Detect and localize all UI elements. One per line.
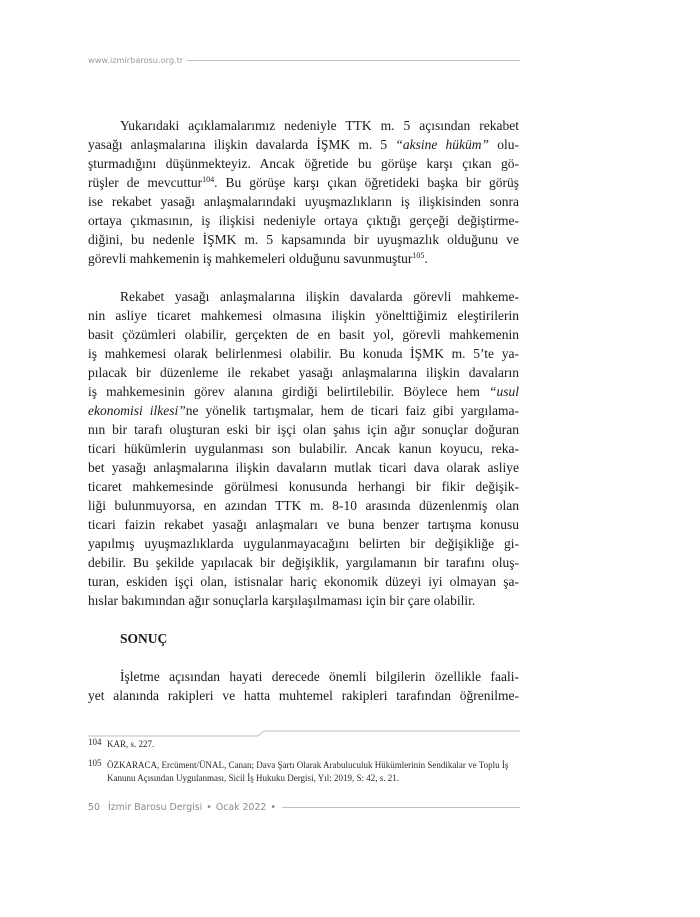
italic-aksine-hukum: “aksine hüküm” <box>395 137 490 152</box>
p1-line-2: yasağı anlaşmalarına ilişkin davalarda İŞMK m. 5 “aksine hüküm” olu- <box>88 137 519 152</box>
p2-line-8: nın bir tarafı oluşturan eski bir işçi olan şahıs için ağır sonuçlar doğuran <box>88 422 519 437</box>
p2-line-4: iş mahkemesi olarak belirlenmesi olabilir. Bu konuda İŞMK m. 5’te ya- <box>88 346 519 361</box>
p2-line-6: iş mahkemesinin görev alanına girdiği belirtilebilir. Böylece hem “usul <box>88 384 519 399</box>
paragraph-2 <box>88 287 519 610</box>
footer-rule <box>282 807 520 808</box>
footer-bullet: • <box>206 801 212 813</box>
page-header <box>88 53 520 67</box>
p2-line-2: nin asliye ticaret mahkemesi olmasına ilişkin yönelttiğimiz eleştirilerin <box>88 308 519 323</box>
p2-line-13: ticari faizin rekabet yasağı anlaşmaları ve buna benzer tartışma konusu <box>88 517 519 532</box>
p1-line-8: görevli mahkemenin iş mahkemeleri olduğunu savunmuştur$^{105}$. <box>88 251 428 266</box>
p2-line-15: debilir. Bu şekilde yapılacak bir değişiklik, yargılamanın bir tarafını oluş- <box>88 555 519 570</box>
page-number: 50 <box>88 801 100 813</box>
footer-bullet: • <box>270 801 276 813</box>
footnote-ref-104[interactable]: 104 <box>202 175 215 184</box>
p3-line-1: İşletme açısından hayati derecede önemli bilgilerin özellikle faali- <box>120 669 519 684</box>
p1-line-3: şturmadığını düşünmekteyiz. Ancak öğretide bu görüşe karşı çıkan gö- <box>88 156 519 171</box>
header-url: www.izmirbarosu.org.tr <box>88 55 184 65</box>
p1-line-7: diğini, bu nedenle İŞMK m. 5 kapsamında bir uyuşmazlık olduğunu ve <box>88 232 519 247</box>
footnote-number: 105 <box>88 758 102 768</box>
p1-line-6: ortaya çıkmasının, iş ilişkisi nedeniyle ortaya çıktığı gerçeği değiştirme- <box>88 213 519 228</box>
p2-line-9: ticari hükümlerin uygulanması son bulabilir. Ancak kanun koyucu, reka- <box>88 441 519 456</box>
journal-name: İzmir Barosu Dergisi <box>107 801 203 813</box>
p2-line-5: pılacak bir düzenleme ile rekabet yasağı anlaşmalarına ilişkin davaların <box>88 365 519 380</box>
footnote-ref-105[interactable]: 105 <box>412 251 425 260</box>
footnote-number: 104 <box>88 737 102 747</box>
p2-line-12: liği bulunmuyorsa, en azından TTK m. 8-10 arasında düzenlenmiş olan <box>88 498 519 513</box>
p2-line-17: hıslar bakımından ağır sonuçlarla karşılaşılmaması için bir çare olabilir. <box>88 593 476 608</box>
footnote-text: ÖZKARACA, Ercüment/ÜNAL, Canan; Dava Şartı Olarak Arabuluculuk Hükümlerinin Sendikalar ve Toplu İş Kanunu Açısından Uygulanması, Sicil İş Hukuku Dergisi, Yıl: 2019, S: 42, s. 21. <box>107 760 509 783</box>
p1-line-5: ise rekabet yasağı anlaşmalarındaki uyuşmazlıkların iş ilişkisinden sonra <box>88 194 519 209</box>
italic-ekonomisi-ilkesi: ekonomisi ilkesi” <box>88 403 186 418</box>
issue-date: Ocak 2022 <box>215 801 267 813</box>
footnotes <box>88 738 520 785</box>
footnote-105 <box>88 759 520 785</box>
page-footer <box>88 799 520 815</box>
p1-line-1: Yukarıdaki açıklamalarımız nedeniyle TTK m. 5 açısından rekabet <box>120 118 519 133</box>
footnote-rule <box>88 730 520 738</box>
p2-line-11: ticaret mahkemesinde görülmesi konusunda herhangi bir fikir değişik- <box>88 479 519 494</box>
p1-line-4: rüşler de mevcuttur$^{104}$. Bu görüşe karşı çıkan öğretideki başka bir görüş <box>88 175 519 190</box>
paragraph-3 <box>88 667 519 705</box>
footnote-104 <box>88 738 520 751</box>
section-heading: SONUÇ <box>120 631 168 646</box>
paragraph-1 <box>88 116 519 268</box>
p2-line-1: Rekabet yasağı anlaşmalarına ilişkin davalarda görevli mahkeme- <box>120 289 519 304</box>
p3-line-2: yet alanında rakipleri ve hatta muhtemel rakipleri tarafından öğrenilme- <box>88 688 519 703</box>
p2-line-10: bet yasağı anlaşmalarına ilişkin davaların mutlak ticari dava olarak asliye <box>88 460 519 475</box>
p2-line-14: yapılmış uyuşmazlıklarda uygulanmayacağını belirten bir değişikliğe gi- <box>88 536 519 551</box>
footnote-text: KAR, s. 227. <box>107 739 155 749</box>
p2-line-16: turan, eskiden işçi olan, istisnalar hariç ekonomik düzeyi iyi olmayan şa- <box>88 574 519 589</box>
italic-usul: “usul <box>488 384 519 399</box>
p2-line-7: ekonomisi ilkesi”ne yönelik tartışmalar, hem de ticari faiz gibi yargılama- <box>88 403 519 418</box>
body-text <box>88 116 519 705</box>
p2-line-3: basit çözümleri olabilir, gerçekten de en basit yol, görevli mahkemenin <box>88 327 519 342</box>
header-rule <box>187 60 520 61</box>
